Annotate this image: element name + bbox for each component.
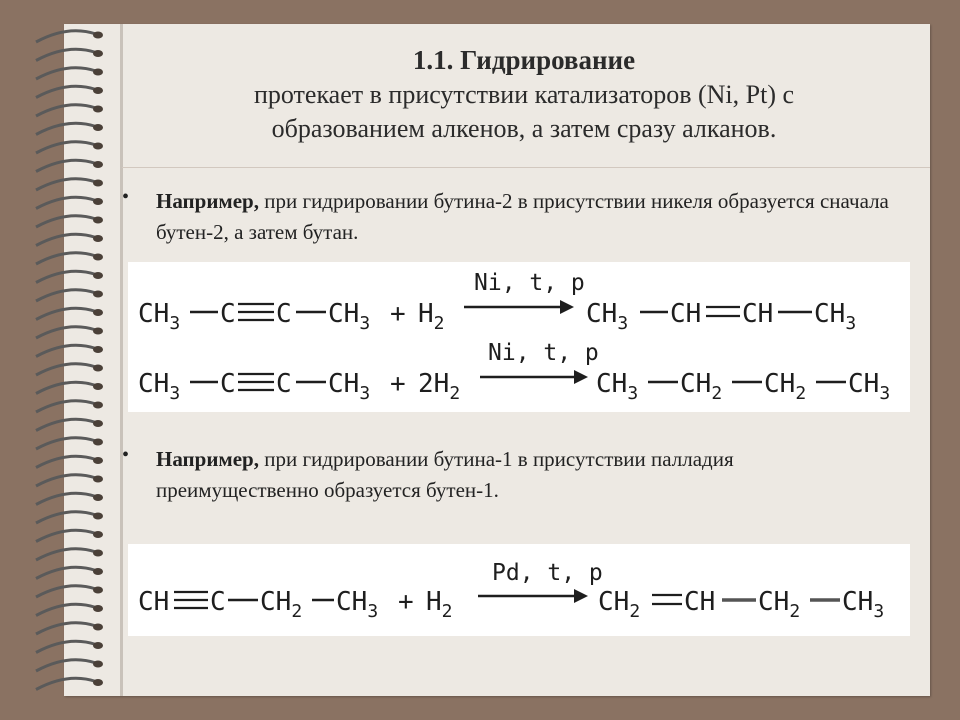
eq1-plus: + bbox=[390, 299, 406, 329]
binding-hole bbox=[93, 568, 103, 575]
spiral-coil bbox=[36, 86, 96, 97]
binding-hole bbox=[93, 439, 103, 446]
spiral-coil bbox=[36, 364, 96, 375]
eq2-reactant-1: $CH_3$ bbox=[138, 369, 181, 404]
spiral-coil bbox=[36, 401, 96, 412]
binding-hole bbox=[93, 217, 103, 224]
binding-hole bbox=[93, 235, 103, 242]
spiral-coil bbox=[36, 105, 96, 116]
spiral-coil bbox=[36, 604, 96, 615]
binding-hole bbox=[93, 624, 103, 631]
spiral-coil bbox=[36, 179, 96, 190]
eq1-reagent: $H_2$ bbox=[418, 299, 445, 334]
eq2-reactant-3: C bbox=[276, 369, 292, 399]
equations-box-palladium bbox=[128, 544, 910, 636]
eq3-product-2: CH bbox=[684, 587, 716, 617]
binding-hole bbox=[93, 143, 103, 150]
binding-hole bbox=[93, 309, 103, 316]
binding-hole bbox=[93, 587, 103, 594]
binding-hole bbox=[93, 476, 103, 483]
slide-subtitle: протекает в присутствии катализаторов (Ni, Pt) с образованием алкенов, а затем сразу алканов. bbox=[253, 80, 795, 143]
bullet-dot-icon: • bbox=[122, 186, 130, 208]
binding-hole bbox=[93, 550, 103, 557]
eq2-product-2: $CH_2$ bbox=[680, 369, 723, 404]
eq1-reactant-3: C bbox=[276, 299, 292, 329]
eq1-product-1: $CH_3$ bbox=[586, 299, 629, 334]
arrow-head-icon bbox=[560, 300, 574, 314]
eq3-product-4: $CH_3$ bbox=[842, 587, 885, 622]
spiral-coil bbox=[36, 142, 96, 153]
spiral-coil bbox=[36, 382, 96, 393]
binding-hole bbox=[93, 69, 103, 76]
spiral-coil bbox=[36, 68, 96, 79]
bullet-body: при гидрировании бутина-2 в присутствии никеля образуется сначала бутен-2, а затем бутан. bbox=[156, 189, 889, 244]
spiral-coil bbox=[36, 123, 96, 134]
eq2-product-1: $CH_3$ bbox=[596, 369, 639, 404]
spiral-coil bbox=[36, 419, 96, 430]
spiral-coil bbox=[36, 253, 96, 264]
binding-hole bbox=[93, 180, 103, 187]
binding-hole bbox=[93, 531, 103, 538]
binding-hole bbox=[93, 161, 103, 168]
spiral-coil bbox=[36, 641, 96, 652]
binding-hole bbox=[93, 32, 103, 39]
eq2-plus: + bbox=[390, 369, 406, 399]
binding-hole bbox=[93, 383, 103, 390]
binding-hole bbox=[93, 198, 103, 205]
eq2-reagent: $2H_2$ bbox=[418, 369, 461, 404]
equation-butyne1-to-butene1 bbox=[138, 560, 884, 622]
spiral-coil bbox=[36, 493, 96, 504]
slide-title: 1.1. Гидрирование bbox=[412, 45, 636, 75]
spiral-coil bbox=[36, 456, 96, 467]
eq1-reactant-1: $CH_3$ bbox=[138, 299, 181, 334]
title-block bbox=[120, 44, 928, 146]
binding-hole bbox=[93, 513, 103, 520]
eq3-plus: + bbox=[398, 587, 414, 617]
binding-hole bbox=[93, 124, 103, 131]
spiral-coil bbox=[36, 308, 96, 319]
spiral-coil bbox=[36, 160, 96, 171]
binding-hole bbox=[93, 642, 103, 649]
eq2-product-3: $CH_2$ bbox=[764, 369, 807, 404]
binding-hole bbox=[93, 87, 103, 94]
binding-hole bbox=[93, 420, 103, 427]
binding-hole bbox=[93, 494, 103, 501]
spiral-coil bbox=[36, 49, 96, 60]
eq3-reactant-2: C bbox=[210, 587, 226, 617]
eq1-product-4: $CH_3$ bbox=[814, 299, 857, 334]
spiral-coil bbox=[36, 271, 96, 282]
bullet-text bbox=[156, 444, 896, 506]
eq2-reactant-4: $CH_3$ bbox=[328, 369, 371, 404]
spiral-coil bbox=[36, 586, 96, 597]
eq1-conditions: Ni, t, p bbox=[474, 270, 585, 296]
eq3-conditions: Pd, t, p bbox=[492, 560, 603, 586]
eq1-reactant-4: $CH_3$ bbox=[328, 299, 371, 334]
eq3-product-1: $CH_2$ bbox=[598, 587, 641, 622]
eq1-product-2: CH bbox=[670, 299, 702, 329]
bullet-lead: Например, bbox=[156, 447, 259, 471]
binding-hole bbox=[93, 605, 103, 612]
spiral-binding bbox=[8, 24, 108, 696]
spiral-coil bbox=[36, 660, 96, 671]
binding-hole bbox=[93, 328, 103, 335]
binding-hole bbox=[93, 679, 103, 686]
binding-hole bbox=[93, 365, 103, 372]
binding-hole bbox=[93, 402, 103, 409]
eq1-reactant-2: C bbox=[220, 299, 236, 329]
binding-hole bbox=[93, 346, 103, 353]
arrow-head-icon bbox=[574, 589, 588, 603]
eq2-conditions: Ni, t, p bbox=[488, 340, 599, 366]
spiral-coil bbox=[36, 31, 96, 42]
spiral-coil bbox=[36, 234, 96, 245]
binding-hole bbox=[93, 661, 103, 668]
eq3-reactant-4: $CH_3$ bbox=[336, 587, 379, 622]
bullet-dot-icon: • bbox=[122, 444, 130, 466]
bullet-text bbox=[156, 186, 896, 248]
equation-butyne2-to-butene2 bbox=[138, 270, 856, 334]
eq2-product-4: $CH_3$ bbox=[848, 369, 891, 404]
spiral-coil bbox=[36, 345, 96, 356]
spiral-coil bbox=[36, 216, 96, 227]
binding-hole bbox=[93, 106, 103, 113]
spiral-coil bbox=[36, 678, 96, 689]
eq3-reactant-1: CH bbox=[138, 587, 170, 617]
spiral-coil bbox=[36, 197, 96, 208]
eq3-reagent: $H_2$ bbox=[426, 587, 453, 622]
arrow-head-icon bbox=[574, 370, 588, 384]
spiral-coil bbox=[36, 623, 96, 634]
bullet-lead: Например, bbox=[156, 189, 259, 213]
spiral-coil bbox=[36, 290, 96, 301]
spiral-coil bbox=[36, 567, 96, 578]
spiral-coil bbox=[36, 530, 96, 541]
spiral-coil bbox=[36, 512, 96, 523]
title-divider bbox=[122, 167, 930, 168]
spiral-coil bbox=[36, 549, 96, 560]
bullet-body: при гидрировании бутина-1 в присутствии палладия преимущественно образуется бутен-1. bbox=[156, 447, 734, 502]
spiral-coil bbox=[36, 327, 96, 338]
spiral-coil bbox=[36, 438, 96, 449]
eq3-reactant-3: $CH_2$ bbox=[260, 587, 303, 622]
equation-butyne2-to-butane bbox=[138, 340, 890, 404]
eq3-product-3: $CH_2$ bbox=[758, 587, 801, 622]
eq1-product-3: CH bbox=[742, 299, 774, 329]
binding-hole bbox=[93, 50, 103, 57]
eq2-reactant-2: C bbox=[220, 369, 236, 399]
binding-hole bbox=[93, 272, 103, 279]
equations-box-nickel bbox=[128, 262, 910, 412]
binding-hole bbox=[93, 254, 103, 261]
binding-hole bbox=[93, 291, 103, 298]
spiral-coil bbox=[36, 475, 96, 486]
binding-hole bbox=[93, 457, 103, 464]
